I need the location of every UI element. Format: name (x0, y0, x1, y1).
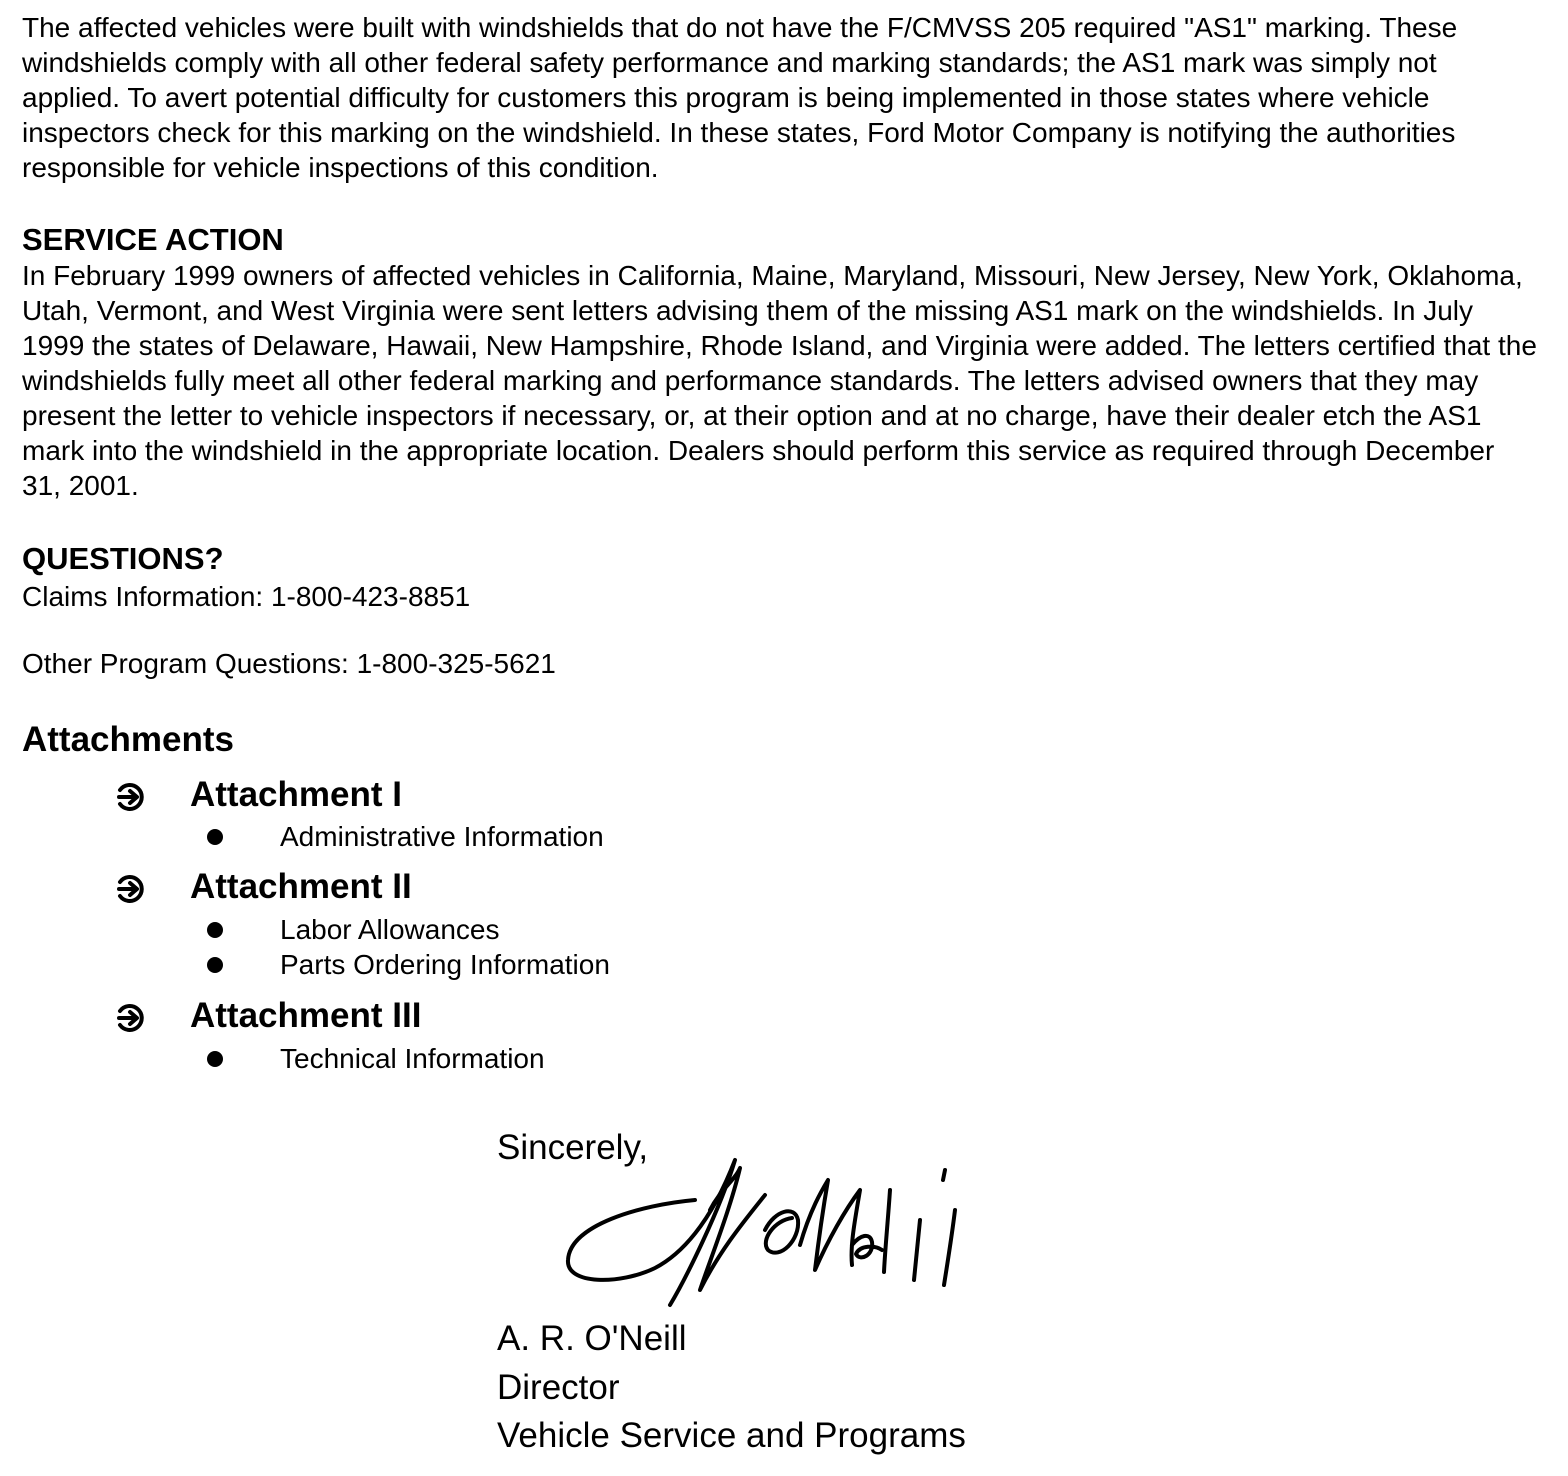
subitem-label: Administrative Information (280, 821, 604, 852)
attachment-item (0, 774, 800, 816)
attachment-subitem (0, 948, 800, 982)
circled-right-arrow-icon (116, 874, 146, 904)
signatory-title: Director (497, 1368, 620, 1407)
filled-circle-bullet-icon (207, 829, 223, 845)
circled-right-arrow-icon (116, 782, 146, 812)
filled-circle-bullet-icon (207, 1051, 223, 1067)
circled-right-arrow-icon (116, 1003, 146, 1033)
attachment-item (0, 866, 800, 908)
subitem-label: Parts Ordering Information (280, 949, 610, 980)
claims-information-line: Claims Information: 1-800-423-8851 (22, 581, 471, 612)
questions-heading: QUESTIONS? (22, 541, 224, 576)
other-program-questions-line: Other Program Questions: 1-800-325-5621 (22, 648, 556, 679)
closing-salutation: Sincerely, (497, 1128, 649, 1167)
subitem-label: Labor Allowances (280, 914, 500, 945)
attachment-label: Attachment II (190, 867, 412, 906)
attachment-label: Attachment I (190, 775, 402, 814)
service-action-heading: SERVICE ACTION (22, 222, 284, 257)
attachment-subitem (0, 820, 800, 854)
service-action-paragraph: In February 1999 owners of affected vehicles in California, Maine, Maryland, Missouri, New Jersey, New York, Oklahoma, Utah, Vermont, and West Virginia were sent letters advising them of the missing AS1 mark on the windshields. In July 1999 the states of Delaware, Hawaii, New Hampshire, Rhode Island, and Virginia were added. The letters certified that the windshields fully meet all other federal marking and performance standards. The letters advised owners that they may present the letter to vehicle inspectors if necessary, or, at their option and at no charge, have their dealer etch the AS1 mark into the windshield in the appropriate location. Dealers should perform this service as required through December 31, 2001. (22, 260, 1537, 501)
signatory-name: A. R. O'Neill (497, 1319, 687, 1358)
filled-circle-bullet-icon (207, 922, 223, 938)
handwritten-signature (560, 1150, 970, 1315)
subitem-label: Technical Information (280, 1043, 545, 1074)
attachment-label: Attachment III (190, 996, 422, 1035)
intro-paragraph: The affected vehicles were built with windshields that do not have the F/CMVSS 205 required "AS1" marking. These windshields comply with all other federal safety performance and marking standards; the AS1 mark was simply not applied. To avert potential difficulty for customers this program is being implemented in those states where vehicle inspectors check for this marking on the windshield. In these states, Ford Motor Company is notifying the authorities responsible for vehicle inspections of this condition. (22, 12, 1458, 183)
signatory-department: Vehicle Service and Programs (497, 1416, 966, 1455)
attachments-heading: Attachments (22, 720, 234, 759)
attachment-subitem (0, 1042, 800, 1076)
attachment-item (0, 995, 800, 1037)
filled-circle-bullet-icon (207, 957, 223, 973)
attachment-subitem (0, 913, 800, 947)
